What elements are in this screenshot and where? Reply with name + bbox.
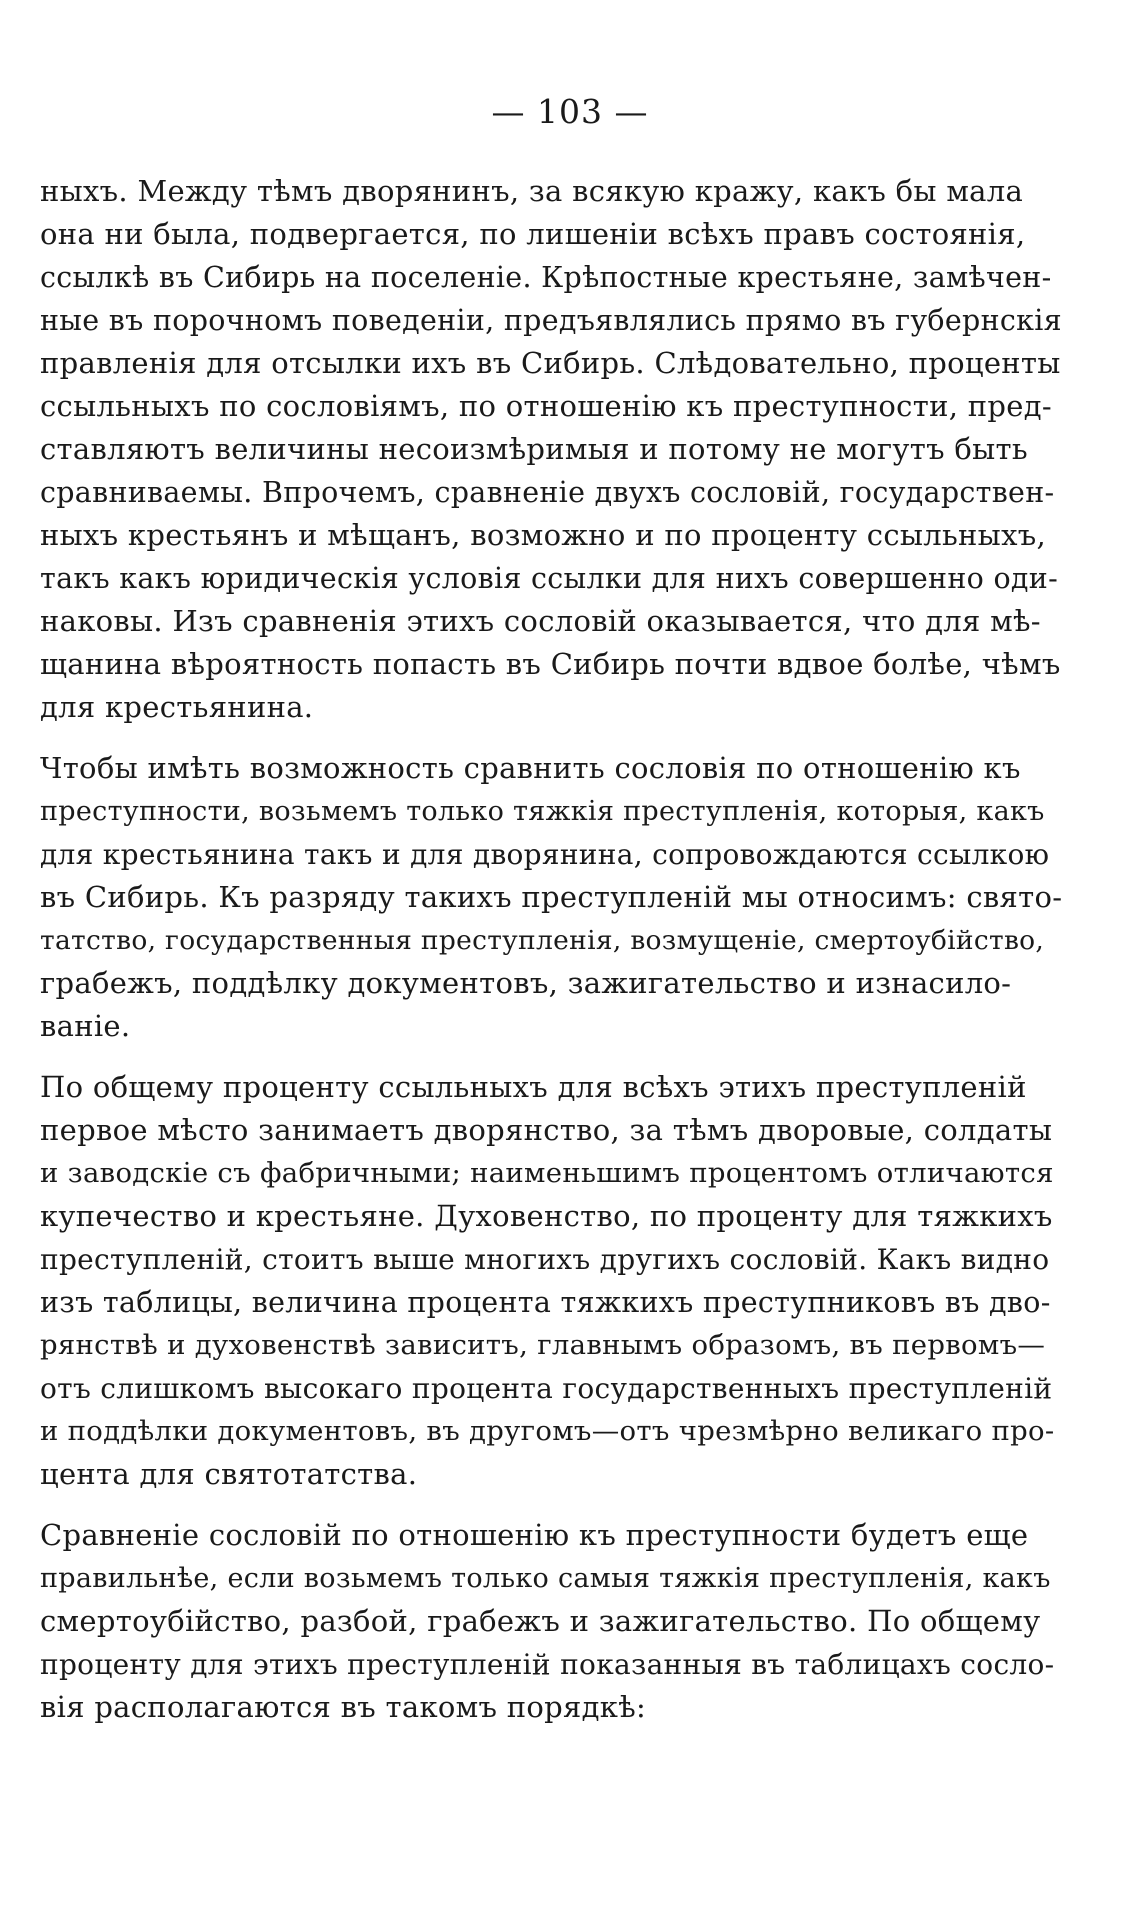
text-line: изъ таблицы, величина процента тяжкихъ преступниковъ въ дво- [40,1286,1051,1319]
paragraph-1 [40,170,1062,729]
text-line: въ Сибирь. Къ разряду такихъ преступленій мы относимъ: свято- [40,880,1063,914]
text-line: грабежъ, поддѣлку документовъ, зажигательство и изнасило- [40,966,1012,1000]
text-line: щанина вѣроятность попасть въ Сибирь почти вдвое болѣе, чѣмъ [40,647,1061,681]
text-line: ваніе. [40,1009,131,1043]
text-line: Чтобы имѣть возможность сравнить сословія по отношенію къ [40,751,1021,785]
text-line: для крестьянина. [40,690,314,724]
text-line: ные въ порочномъ поведеніи, предъявлялись прямо въ губернскія [40,304,1062,337]
text-line: такъ какъ юридическія условія ссылки для нихъ совершенно оди- [40,562,1058,595]
text-line: ссылкѣ въ Сибирь на поселеніе. Крѣпостные крестьяне, замѣчен- [40,261,1052,294]
text-line: преступленій, стоитъ выше многихъ другихъ сословій. Какъ видно [40,1243,1050,1276]
text-line: наковы. Изъ сравненія этихъ сословій оказывается, что для мѣ- [40,604,1041,638]
body-text [40,170,1062,1729]
text-line: первое мѣсто занимаетъ дворянство, за тѣмъ дворовые, солдаты [40,1113,1053,1147]
text-line: сравниваемы. Впрочемъ, сравненіе двухъ сословій, государствен- [40,476,1055,509]
text-line: правленія для отсылки ихъ въ Сибирь. Слѣдовательно, проценты [40,346,1061,380]
text-line: правильнѣе, если возьмемъ только самыя тяжкія преступленія, какъ [40,1563,1051,1594]
text-line: и заводскіе съ фабричными; наименьшимъ процентомъ отличаются [40,1157,1054,1189]
text-line: татство, государственныя преступленія, возмущеніе, смертоубійство, [40,925,1045,956]
text-line: цента для святотатства. [40,1457,418,1491]
text-line: преступности, возьмемъ только тяжкія преступленія, которыя, какъ [40,796,1045,827]
text-line: для крестьянина такъ и для дворянина, сопровождаются ссылкою [40,838,1050,871]
text-line: вія располагаются въ такомъ порядкѣ: [40,1690,647,1724]
text-line: купечество и крестьяне. Духовенство, по проценту для тяжкихъ [40,1199,1053,1233]
text-line: проценту для этихъ преступленій показанныя въ таблицахъ сосло- [40,1648,1055,1681]
text-line: ныхъ. Между тѣмъ дворянинъ, за всякую кражу, какъ бы мала [40,174,1024,208]
text-line: ссыльныхъ по сословіямъ, по отношенію къ преступности, пред- [40,389,1052,423]
text-line: Сравненіе сословій по отношенію къ преступности будетъ еще [40,1518,1029,1552]
text-line: По общему проценту ссыльныхъ для всѣхъ этихъ преступленій [40,1070,1027,1104]
text-line: смертоубійство, разбой, грабежъ и зажигательство. По общему [40,1604,1041,1638]
page-number: — 103 — [491,92,649,131]
paragraph-4 [40,1514,1062,1729]
text-line: и поддѣлки документовъ, въ другомъ—отъ чрезмѣрно великаго про- [40,1415,1055,1447]
paragraph-3 [40,1066,1062,1496]
text-line: она ни была, подвергается, по лишеніи всѣхъ правъ состоянія, [40,217,1026,251]
text-line: отъ слишкомъ высокаго процента государственныхъ преступленій [40,1372,1053,1405]
paragraph-2 [40,747,1062,1048]
text-line: ставляютъ величины несоизмѣримыя и потому не могутъ быть [40,432,1028,466]
text-line: рянствѣ и духовенствѣ зависитъ, главнымъ образомъ, въ первомъ— [40,1329,1046,1361]
text-line: ныхъ крестьянъ и мѣщанъ, возможно и по проценту ссыльныхъ, [40,518,1046,552]
